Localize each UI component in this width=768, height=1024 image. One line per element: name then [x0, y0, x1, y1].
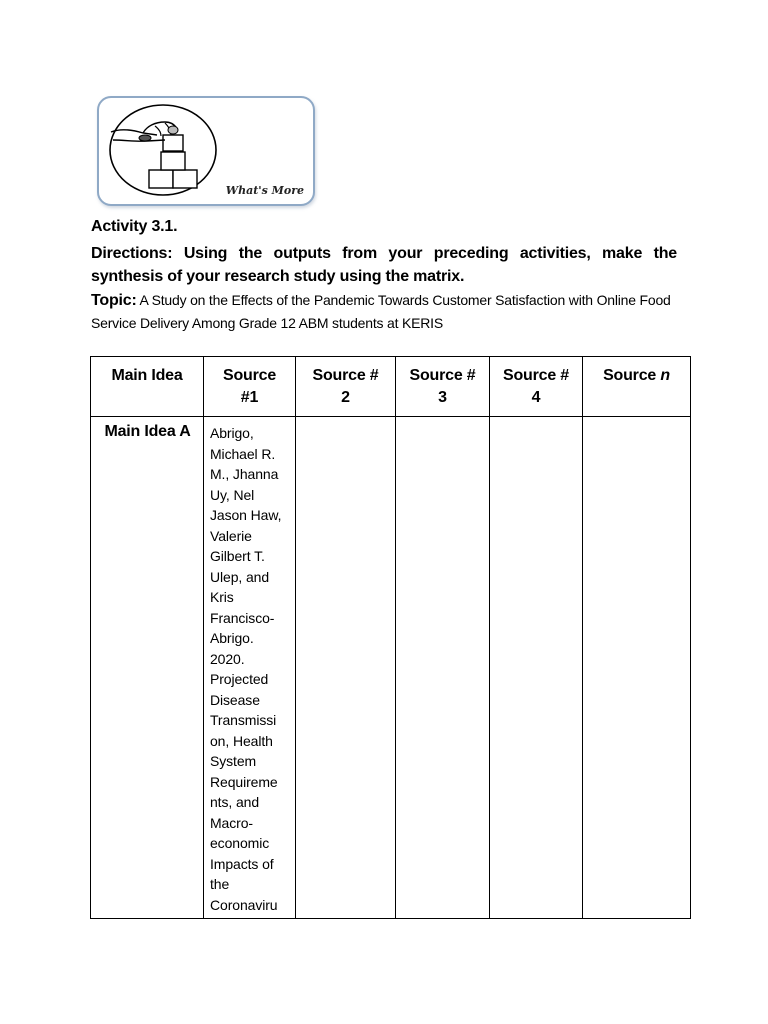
header-source-4 [490, 357, 583, 417]
cell-source-3 [396, 417, 490, 919]
cell-source-n [583, 417, 691, 919]
header-source-2-label: Source # 2 [312, 367, 379, 406]
matrix-header-row [91, 357, 691, 417]
header-source-n [583, 357, 691, 417]
synthesis-matrix [90, 356, 691, 919]
badge-caption: What's More [225, 184, 304, 197]
topic-text: A Study on the Effects of the Pandemic Towards Customer Satisfaction with Online Food Service Delivery Among Grade 12 ABM students at KERIS [91, 292, 671, 331]
citation-text: Abrigo, Michael R. M., Jhanna Uy, Nel Jason Haw, Valerie Gilbert T. Ulep, and Kris Francisco- Abrigo. 2020. Projected Disease Transmissi on, Health System Requireme nts, and Macro- economic Impacts of the Coronaviru [210, 425, 282, 913]
cell-source-2 [296, 417, 396, 919]
header-main-idea [91, 357, 204, 417]
topic [91, 289, 691, 334]
whats-more-badge [97, 96, 315, 206]
cell-source-4 [490, 417, 583, 919]
header-source-n-italic: n [660, 367, 670, 384]
activity-title: Activity 3.1. [91, 218, 178, 235]
header-source-3 [396, 357, 490, 417]
header-source-4-label: Source # 4 [503, 367, 569, 406]
header-source-1 [204, 357, 296, 417]
cell-source-1 [204, 417, 296, 919]
header-source-3-label: Source # 3 [409, 367, 476, 406]
header-source-2 [296, 357, 396, 417]
directions-text: Directions: Using the outputs from your preceding activities, make the synthesis of your research study using the matrix. [91, 245, 677, 285]
table-row [91, 417, 691, 919]
header-main-idea-label: Main Idea [111, 367, 183, 384]
row-label-main-idea-a: Main Idea A [91, 417, 204, 919]
header-source-1-label: Source #1 [222, 367, 277, 406]
header-source-n-prefix: Source [603, 367, 661, 384]
topic-label: Topic: [91, 292, 137, 309]
hand-stacking-blocks-icon [107, 102, 219, 202]
